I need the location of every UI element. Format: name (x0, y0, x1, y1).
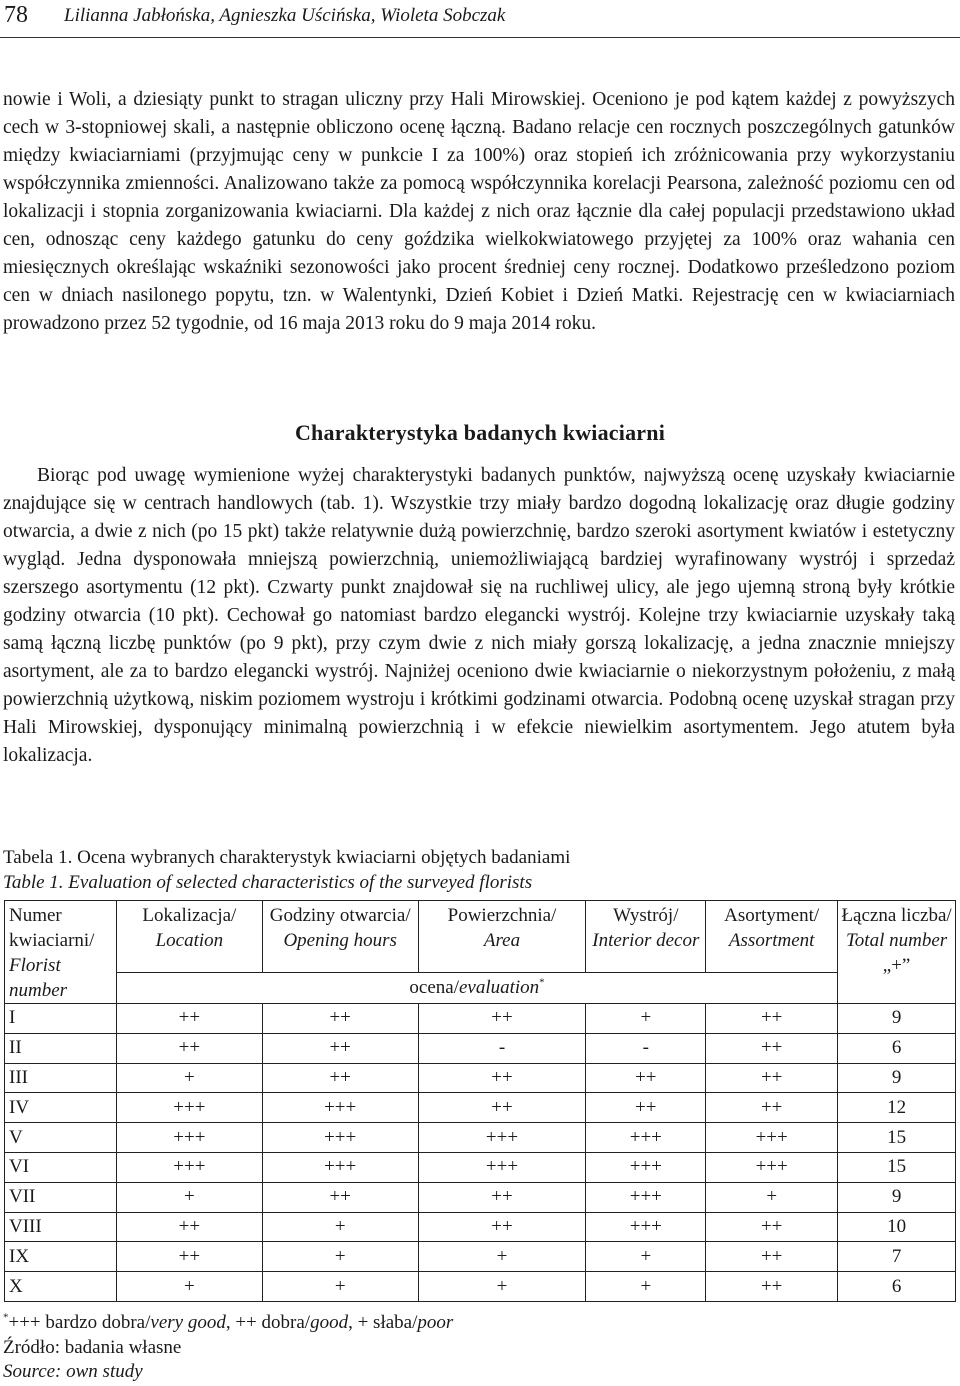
table-row (5, 1242, 956, 1272)
table-cell: + (586, 1242, 706, 1272)
table-cell: ++ (706, 1033, 838, 1063)
table-cell: ++ (706, 1093, 838, 1123)
table-cell: ++ (418, 1093, 586, 1123)
florist-number-cell: IV (5, 1093, 117, 1123)
table-cell: ++ (706, 1004, 838, 1034)
table-row (5, 1212, 956, 1242)
footnote-source-pl: Źródło: badania własne (3, 1337, 182, 1358)
table-cell: 6 (838, 1033, 956, 1063)
florist-number-cell: I (5, 1004, 117, 1034)
table-cell: + (116, 1063, 262, 1093)
footnote-source-en: Source: own study (3, 1361, 143, 1382)
table-cell: +++ (586, 1212, 706, 1242)
table-cell: + (418, 1242, 586, 1272)
table-cell: 6 (838, 1272, 956, 1302)
table-header-row (5, 901, 956, 973)
table-row (5, 1152, 956, 1182)
table-cell: ++ (706, 1272, 838, 1302)
table-cell: ++ (262, 1033, 418, 1063)
paragraph-methods: nowie i Woli, a dziesiąty punkt to stragan uliczny przy Hali Mirowskiej. Oceniono je pod kątem każdej z powyższych cech w 3-stopniowej skali, a następnie obliczono ocenę łączną. Badano relacje cen rocznych poszczególnych gatunków między kwiaciarniami (przyjmując ceny w punkcie I za 100%) oraz stopień ich zróżnicowania przy wykorzystaniu współczynnika zmienności. Analizowano także za pomocą współczynnika korelacji Pearsona, zależność poziomu cen od lokalizacji i stopnia zorganizowania kwiaciarni. Dla każdej z nich oraz łącznie dla całej populacji przedstawiono układ cen, odnosząc ceny każdego gatunku do ceny goździka wielkokwiatowego przyjętej za 100% oraz wahania cen miesięcznych określając wskaźniki sezonowości jako procent średniej ceny rocznej. Dodatkowo prześledzono poziom cen w dniach nasilonego popytu, tzn. w Walentynki, Dzień Kobiet i Dzień Matki. Rejestrację cen w kwiaciarniach prowadzono przez 52 tygodnie, od 16 maja 2013 roku do 9 maja 2014 roku. (3, 89, 955, 334)
table-cell: +++ (706, 1123, 838, 1153)
table-cell: +++ (418, 1152, 586, 1182)
table-cell: +++ (262, 1123, 418, 1153)
table-cell: + (706, 1182, 838, 1212)
florist-number-cell: VII (5, 1182, 117, 1212)
header-assortment: Asortyment/ Assortment (706, 901, 838, 973)
header-evaluation: ocena/evaluation* (116, 973, 837, 1004)
header-location: Lokalizacja/ Location (116, 901, 262, 973)
header-rule (0, 37, 960, 38)
table-cell: 9 (838, 1063, 956, 1093)
table-row (5, 1093, 956, 1123)
table-cell: + (116, 1182, 262, 1212)
table-cell: ++ (418, 1212, 586, 1242)
table-row (5, 1033, 956, 1063)
table-cell: ++ (262, 1004, 418, 1034)
header-area: Powierzchnia/ Area (418, 901, 586, 973)
table-cell: +++ (586, 1182, 706, 1212)
table-cell: ++ (586, 1063, 706, 1093)
table-cell: - (586, 1033, 706, 1063)
table-cell: + (116, 1272, 262, 1302)
table-cell: +++ (262, 1093, 418, 1123)
table-row (5, 1063, 956, 1093)
table-cell: ++ (706, 1242, 838, 1272)
table-cell: ++ (116, 1004, 262, 1034)
section-title: Charakterystyka badanych kwiaciarni (294, 420, 666, 445)
table-cell: 10 (838, 1212, 956, 1242)
table-cell: ++ (418, 1004, 586, 1034)
florist-number-cell: V (5, 1123, 117, 1153)
table-cell: ++ (418, 1182, 586, 1212)
table-cell: + (262, 1212, 418, 1242)
table-cell: +++ (116, 1152, 262, 1182)
table-cell: 7 (838, 1242, 956, 1272)
table-cell: ++ (706, 1063, 838, 1093)
florist-number-cell: IX (5, 1242, 117, 1272)
table-cell: +++ (262, 1152, 418, 1182)
table-cell: ++ (116, 1212, 262, 1242)
table-body (5, 1004, 956, 1302)
table-cell: 15 (838, 1123, 956, 1153)
header-total-number: Łączna liczba/ Total number „+” (838, 901, 956, 1004)
table-cell: ++ (262, 1182, 418, 1212)
table-cell: +++ (116, 1123, 262, 1153)
table-row (5, 1182, 956, 1212)
florist-number-cell: VIII (5, 1212, 117, 1242)
table-row (5, 1272, 956, 1302)
florist-number-cell: III (5, 1063, 117, 1093)
header-interior-decor: Wystrój/ Interior decor (586, 901, 706, 973)
table-cell: + (586, 1004, 706, 1034)
footnote-legend: *+++ bardzo dobra/very good, ++ dobra/good, + słaba/poor (3, 1311, 454, 1333)
evaluation-table (4, 900, 956, 1302)
florist-number-cell: II (5, 1033, 117, 1063)
table-cell: ++ (262, 1063, 418, 1093)
page-number: 78 (4, 2, 28, 28)
paragraph-characteristics: Biorąc pod uwagę wymienione wyżej charakterystyki badanych punktów, najwyższą ocenę uzyskały kwiaciarnie znajdujące się w centrach handlowych (tab. 1). Wszystkie trzy miały bardzo dogodną lokalizację oraz długie godziny otwarcia, a dwie z nich (po 15 pkt) także relatywnie dużą powierzchnię, bardzo szeroki asortyment kwiatów i estetyczny wygląd. Jedna dysponowała mniejszą powierzchnią, uniemożliwiającą bardziej wyrafinowany wystrój i sprzedaż szerszego asortymentu (12 pkt). Czwarty punkt znajdował się na ruchliwej ulicy, ale jego ujemną stroną były krótkie godziny otwarcia (10 pkt). Cechował go natomiast bardzo elegancki wystrój. Kolejne trzy kwiaciarnie uzyskały taką samą łączną liczbę punktów (po 9 pkt), przy czym dwie z nich miały gorszą lokalizację, a jedna znacznie mniejszy asortyment, ale za to bardzo elegancki wystrój. Najniżej oceniono dwie kwiaciarnie o niekorzystnym położeniu, z małą powierzchnią użytkową, niskim poziomem wystroju i krótkimi godzinami otwarcia. Podobną ocenę uzyskał stragan przy Hali Mirowskiej, dysponujący minimalną powierzchnią i w efekcie niewielkim asortymentem. Jego atutem była lokalizacja. (3, 465, 955, 766)
table-cell: +++ (116, 1093, 262, 1123)
table-cell: +++ (586, 1152, 706, 1182)
table-cell: ++ (116, 1242, 262, 1272)
table-cell: +++ (586, 1123, 706, 1153)
table-cell: + (262, 1272, 418, 1302)
florist-number-cell: X (5, 1272, 117, 1302)
florist-number-cell: VI (5, 1152, 117, 1182)
page-header (2, 0, 958, 36)
table-row (5, 1004, 956, 1034)
table-cell: + (262, 1242, 418, 1272)
header-opening-hours: Godziny otwarcia/ Opening hours (262, 901, 418, 973)
table-cell: ++ (418, 1063, 586, 1093)
table-cell: 9 (838, 1004, 956, 1034)
table-cell: ++ (706, 1212, 838, 1242)
running-head-authors: Lilianna Jabłońska, Agnieszka Uścińska, Wioleta Sobczak (64, 5, 506, 26)
header-florist-number: Numer kwiaciarni/ Florist number (5, 901, 117, 1004)
table-cell: - (418, 1033, 586, 1063)
table-caption-pl: Tabela 1. Ocena wybranych charakterystyk kwiaciarni objętych badaniami (3, 847, 571, 868)
table-evaluation-row (5, 973, 956, 1004)
table-cell: +++ (418, 1123, 586, 1153)
table-cell: 9 (838, 1182, 956, 1212)
table-cell: + (418, 1272, 586, 1302)
table-cell: +++ (706, 1152, 838, 1182)
table-cell: 12 (838, 1093, 956, 1123)
table-cell: ++ (586, 1093, 706, 1123)
table-row (5, 1123, 956, 1153)
table-caption-en: Table 1. Evaluation of selected characteristics of the surveyed florists (3, 872, 533, 893)
table-cell: 15 (838, 1152, 956, 1182)
table-cell: + (586, 1272, 706, 1302)
table-cell: ++ (116, 1033, 262, 1063)
